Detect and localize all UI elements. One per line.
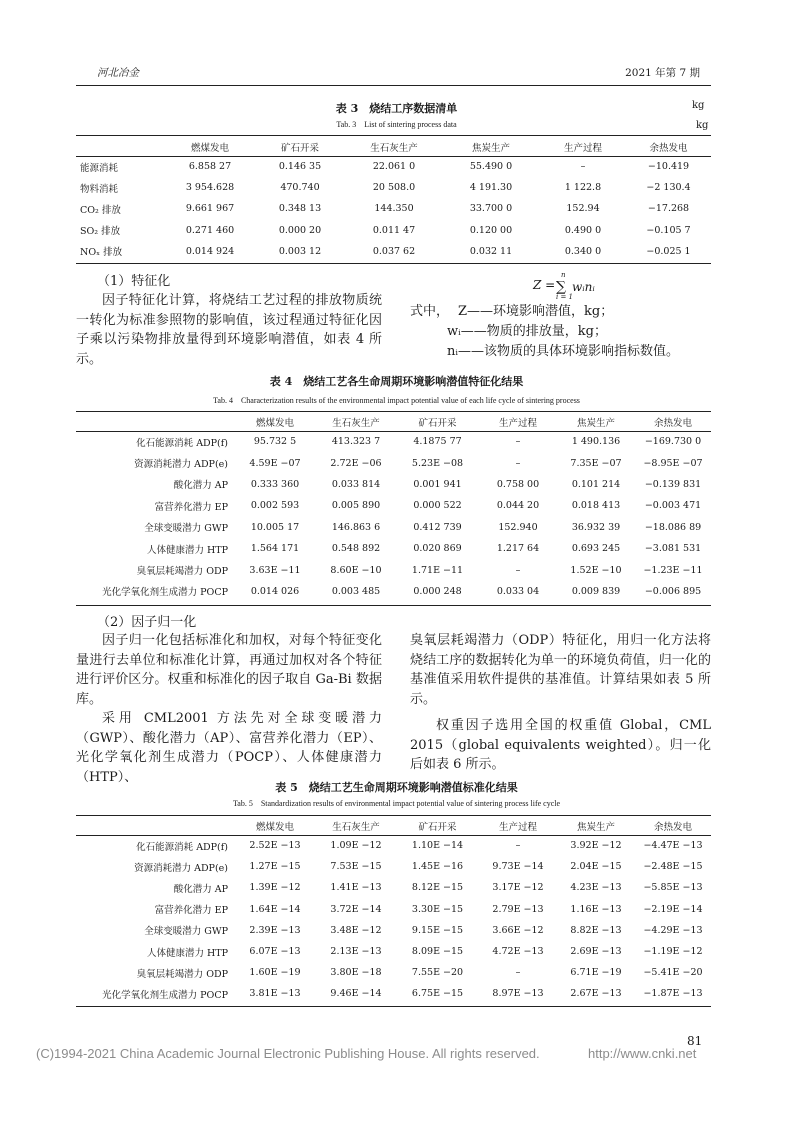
formula-sum-top: n: [561, 271, 566, 279]
table-row: [76, 474, 711, 495]
table-cell: 470.740: [280, 182, 320, 194]
formula-lhs: Z =: [533, 278, 556, 292]
sec2-left-p2: 采用 CML2001 方法先对全球变暖潜力（GWP）、酸化潜力（AP）、富营养化潜力（EP）、光化学氧化剂生成潜力（POCP）、人体健康潜力（HTP）、: [76, 711, 382, 785]
table-cell: 0.033 814: [331, 478, 381, 490]
issue-label: 2021 年第 7 期: [625, 67, 700, 79]
table-row: [76, 538, 711, 559]
row-label: CO₂ 排放: [80, 204, 121, 216]
table-cell: −18.086 89: [644, 521, 702, 533]
table-cell: −3.081 531: [644, 543, 702, 555]
table3-col-header: 矿石开采: [280, 142, 319, 154]
row-label: 人体健康潜力 HTP: [146, 544, 228, 556]
row-label: 能源消耗: [80, 162, 119, 174]
table-row: [76, 156, 711, 177]
table5-col-header: 生产过程: [498, 822, 537, 833]
table5-col-header: 燃煤发电: [255, 822, 294, 833]
table-cell: –: [515, 967, 521, 979]
row-label: 富营养化潜力 EP: [154, 501, 228, 513]
row-label: 光化学氧化剂生成潜力 POCP: [102, 989, 228, 1001]
row-label: 富营养化潜力 EP: [154, 905, 228, 917]
table-cell: 0.009 839: [571, 585, 621, 597]
table-cell: 1.16E −13: [570, 903, 622, 915]
table-cell: 4.59E −07: [249, 457, 301, 469]
table-cell: 1.64E −14: [249, 903, 301, 915]
table-cell: 0.020 869: [413, 543, 462, 555]
table-cell: 0.412 739: [413, 521, 462, 533]
table-cell: −4.47E −13: [643, 840, 703, 852]
table-cell: 2.13E −13: [330, 946, 382, 958]
row-label: 臭氧层耗竭潜力 ODP: [136, 566, 228, 578]
table-cell: 5.23E −08: [411, 457, 464, 469]
table-cell: 1.41E −13: [330, 882, 382, 894]
table-cell: 0.044 20: [496, 500, 540, 512]
table-row: [76, 877, 711, 898]
table-cell: 0.003 12: [278, 245, 322, 257]
table3-col-header: 余热发电: [649, 142, 688, 154]
table-cell: 7.55E −20: [411, 967, 464, 979]
table-row: [76, 177, 711, 198]
table-row: [76, 856, 711, 877]
table-cell: –: [580, 161, 586, 173]
table4-col-header: 生石灰生产: [332, 418, 380, 429]
table-cell: 22.061 0: [372, 161, 416, 173]
table-cell: 1.71E −11: [411, 564, 464, 576]
sec2-right-p1: 臭氧层耗竭潜力（ODP）特征化，用归一化方法将烧结工序的数据转化为单一的环境负荷值，归一化的基准值采用软件提供的基准值。计算结果如表 5 所示。: [410, 633, 711, 707]
table-cell: −0.105 7: [646, 224, 691, 236]
row-label: 光化学氧化剂生成潜力 POCP: [102, 587, 228, 599]
table-cell: 0.005 890: [331, 500, 381, 512]
table-cell: 0.101 214: [571, 478, 621, 490]
header-rule: [76, 85, 711, 86]
table-cell: 1.52E −10: [570, 564, 622, 576]
sec2-heading: （2）因子归一化: [97, 615, 197, 630]
table3-unit-en: kg: [696, 120, 709, 131]
table5-bottom-rule: [76, 1006, 711, 1007]
table-cell: 0.333 360: [250, 478, 300, 490]
table-cell: −0.006 895: [644, 585, 702, 597]
table-cell: 1.09E −12: [330, 840, 382, 852]
table4-top-rule: [76, 411, 711, 412]
table-cell: 0.000 20: [278, 224, 322, 236]
sec1-heading: （1）特征化: [97, 274, 171, 289]
table-cell: 2.67E −13: [570, 988, 622, 1000]
table-cell: 0.018 413: [571, 500, 621, 512]
row-label: NOₓ 排放: [80, 247, 123, 259]
table-row: [76, 198, 711, 219]
table-cell: 0.014 026: [250, 585, 300, 597]
table-cell: 1.564 171: [250, 543, 300, 555]
table5-title-en: Tab. 5 Standardization results of environmental impact potential value of sintering process life cycle: [232, 799, 561, 808]
row-label: 酸化潜力 AP: [173, 480, 228, 492]
table-cell: 0.000 248: [413, 585, 462, 597]
table-cell: −8.95E −07: [643, 457, 703, 469]
table-cell: −2.48E −15: [643, 861, 703, 873]
table-cell: −1.87E −13: [643, 988, 703, 1000]
table-cell: 0.120 00: [469, 224, 513, 236]
table-cell: 8.97E −13: [492, 988, 544, 1000]
footer-url[interactable]: http://www.cnki.net: [588, 1046, 697, 1061]
table-cell: 8.60E −10: [330, 564, 382, 576]
table-cell: −10.419: [647, 161, 690, 173]
sec1-body: 因子特征化计算，将烧结工艺过程的排放物质统一转化为标准参照物的影响值，该过程通过特征化因子乘以污染物排放量得到环境影响潜值，如表 4 所示。: [76, 293, 382, 367]
table-cell: 3.48E −12: [330, 924, 382, 936]
table-cell: 8.82E −13: [570, 924, 622, 936]
table-cell: 413.323 7: [331, 436, 381, 448]
table3-unit: kg: [692, 100, 705, 111]
sec2-right-p2: 权重因子选用全国的权重值 Global，CML 2015（global equivalents weighted）。归一化后如表 6 所示。: [410, 718, 711, 772]
row-label: 全球变暖潜力 GWP: [144, 523, 228, 535]
page-number: 81: [687, 1034, 703, 1048]
table4-col-header: 生产过程: [498, 418, 537, 429]
table-cell: 152.94: [566, 203, 600, 215]
table-cell: 20 508.0: [372, 182, 416, 194]
table3-col-header: 生产过程: [563, 142, 602, 154]
table-cell: 3.81E −13: [249, 988, 301, 1000]
table-cell: 1.39E −12: [249, 882, 301, 894]
table-cell: −4.29E −13: [643, 924, 703, 936]
row-label: 物料消耗: [80, 183, 119, 195]
table3-col-header: [76, 137, 166, 156]
table-cell: 1.217 64: [496, 543, 540, 555]
table4-col-header: [76, 413, 234, 431]
table-cell: 2.04E −15: [570, 861, 622, 873]
table-cell: 3.30E −15: [411, 903, 464, 915]
table-cell: 2.69E −13: [570, 946, 622, 958]
formula-def-intro: 式中，: [410, 304, 450, 319]
table3-top-rule: [76, 135, 711, 136]
formula-def-z: Z——环境影响潜值，kg；: [458, 304, 614, 319]
table-cell: 0.001 941: [413, 478, 462, 490]
table-cell: 0.490 0: [564, 224, 602, 236]
table-cell: 55.490 0: [469, 161, 513, 173]
table-row: [76, 220, 711, 241]
table-cell: −2 130.4: [646, 182, 691, 194]
row-label: 酸化潜力 AP: [173, 883, 228, 895]
table3: [76, 137, 711, 262]
row-label: SO₂ 排放: [80, 226, 121, 238]
journal-name: 河北冶金: [97, 67, 139, 79]
table-cell: 0.340 0: [564, 245, 602, 257]
table-cell: 4 191.30: [469, 182, 513, 194]
table-row: [76, 899, 711, 920]
table-cell: −5.41E −20: [643, 967, 703, 979]
table-cell: 9.46E −14: [330, 988, 382, 1000]
table5-col-header: 余热发电: [653, 822, 692, 833]
row-label: 化石能源消耗 ADP(f): [136, 841, 228, 853]
table-row: [76, 495, 711, 516]
table-row: [76, 581, 711, 602]
table-cell: 3.80E −18: [330, 967, 382, 979]
table-cell: 3.17E −12: [492, 882, 544, 894]
table4-col-header: 余热发电: [653, 418, 692, 429]
table-cell: 0.000 522: [413, 500, 462, 512]
table-cell: 0.014 924: [185, 245, 235, 257]
table3-bottom-rule: [76, 263, 711, 264]
table-cell: 0.037 62: [372, 245, 416, 257]
table-cell: 10.005 17: [250, 521, 300, 533]
table3-col-header: 燃煤发电: [190, 142, 229, 154]
table3-title-en: Tab. 3 List of sintering process data: [336, 120, 457, 129]
table-cell: 1.45E −16: [411, 861, 464, 873]
table-cell: 3.66E −12: [492, 924, 544, 936]
table-cell: 7.53E −15: [330, 861, 382, 873]
table-cell: 0.348 13: [278, 203, 322, 215]
table-cell: 8.09E −15: [411, 946, 464, 958]
table-cell: 4.72E −13: [492, 946, 544, 958]
table4-col-header: 燃煤发电: [255, 418, 294, 429]
table-cell: 0.002 593: [250, 500, 300, 512]
table4-title-en: Tab. 4 Characterization results of the environmental impact potential value of each life cycle of sintering process: [213, 396, 580, 405]
table5-col-header: 生石灰生产: [332, 822, 380, 833]
table-row: [76, 920, 711, 941]
table-cell: 0.033 04: [496, 585, 540, 597]
table-cell: 6.71E −19: [570, 967, 622, 979]
table-cell: 2.79E −13: [492, 903, 544, 915]
table-row: [76, 835, 711, 856]
table-cell: 1 122.8: [564, 182, 602, 194]
formula-def-w: wᵢ——物质的排放量，kg；: [447, 324, 607, 339]
table-cell: 9.661 967: [185, 203, 235, 215]
table-cell: −169.730 0: [644, 436, 702, 448]
table3-col-header: 焦炭生产: [471, 142, 510, 154]
table-cell: 0.032 11: [469, 245, 513, 257]
formula-sum-icon: ∑: [556, 279, 566, 295]
table-cell: 6.07E −13: [249, 946, 301, 958]
table4-col-header: 矿石开采: [418, 418, 457, 429]
table5-title: 表 5 烧结工艺生命周期环境影响潜值标准化结果: [275, 781, 518, 794]
table-cell: 95.732 5: [253, 436, 297, 448]
table-cell: 0.548 892: [331, 543, 381, 555]
table-cell: 0.693 245: [571, 543, 621, 555]
table-row: [76, 241, 711, 262]
sec2-left-p1: 因子归一化包括标准化和加权，对每个特征变化量进行去单位和标准化计算，再通过加权对各个特征进行评价区分。权重和标准化的因子取自 Ga-Bi 数据库。: [76, 633, 382, 707]
table-row: [76, 983, 711, 1004]
table-cell: −0.003 471: [644, 500, 702, 512]
table-cell: –: [515, 564, 521, 576]
table-cell: 9.15E −15: [411, 924, 464, 936]
table-cell: 2.52E −13: [249, 840, 301, 852]
row-label: 资源消耗潜力 ADP(e): [134, 862, 228, 874]
table-cell: 1.60E −19: [249, 967, 301, 979]
table-cell: −5.85E −13: [643, 882, 703, 894]
row-label: 资源消耗潜力 ADP(e): [134, 459, 228, 471]
table5: [76, 817, 711, 1005]
table-cell: 6.75E −15: [411, 988, 464, 1000]
formula-term: wᵢnᵢ: [572, 280, 595, 294]
table-cell: 144.350: [374, 203, 414, 215]
table-row: [76, 941, 711, 962]
table-cell: −2.19E −14: [643, 903, 703, 915]
table-cell: 4.1875 77: [413, 436, 462, 448]
table-cell: 1 490.136: [571, 436, 621, 448]
table-cell: 33.700 0: [469, 203, 513, 215]
table-cell: −17.268: [647, 203, 690, 215]
row-label: 人体健康潜力 HTP: [146, 947, 228, 959]
footer-copyright: (C)1994-2021 China Academic Journal Electronic Publishing House. All rights reserved.: [36, 1046, 540, 1061]
table5-col-header: 焦炭生产: [576, 822, 615, 833]
table-row: [76, 559, 711, 580]
table-cell: 2.39E −13: [249, 924, 301, 936]
table3-col-header: 生石灰生产: [370, 142, 418, 154]
table4-col-header: 焦炭生产: [576, 418, 615, 429]
table-cell: 1.27E −15: [249, 861, 301, 873]
table-row: [76, 517, 711, 538]
table-cell: 3.63E −11: [249, 564, 301, 576]
table-cell: –: [515, 436, 521, 448]
table-cell: 0.011 47: [372, 224, 416, 236]
table-row: [76, 962, 711, 983]
row-label: 化石能源消耗 ADP(f): [136, 437, 228, 449]
formula-sum-bottom: i = 1: [556, 293, 574, 301]
table-cell: 2.72E −06: [330, 457, 382, 469]
table-cell: 0.146 35: [278, 161, 322, 173]
table-cell: 6.858 27: [188, 161, 232, 173]
table-cell: −0.139 831: [644, 478, 702, 490]
table-cell: –: [515, 457, 521, 469]
row-label: 全球变暖潜力 GWP: [144, 926, 228, 938]
table-cell: −1.23E −11: [643, 564, 703, 576]
table-row: [76, 431, 711, 452]
table-cell: 146.863 6: [331, 521, 381, 533]
table-cell: 3.72E −14: [330, 903, 382, 915]
table4-bottom-rule: [76, 605, 711, 606]
table-cell: –: [515, 840, 521, 852]
table-cell: 1.10E −14: [411, 840, 464, 852]
formula-def-n: nᵢ——该物质的具体环境影响指标数值。: [447, 344, 679, 359]
table-cell: 4.23E −13: [570, 882, 622, 894]
row-label: 臭氧层耗竭潜力 ODP: [136, 968, 228, 980]
table-cell: 3 954.628: [185, 182, 235, 194]
table-cell: 3.92E −12: [570, 840, 622, 852]
table3-title: 表 3 烧结工序数据清单: [335, 102, 458, 115]
table-cell: −1.19E −12: [643, 946, 703, 958]
table-cell: −0.025 1: [646, 245, 691, 257]
table-cell: 8.12E −15: [411, 882, 464, 894]
table5-top-rule: [76, 815, 711, 816]
table-cell: 7.35E −07: [570, 457, 622, 469]
table-cell: 0.271 460: [185, 224, 235, 236]
table-cell: 36.932 39: [571, 521, 621, 533]
table4: [76, 413, 711, 602]
table5-col-header: [76, 817, 234, 835]
table-cell: 9.73E −14: [492, 861, 544, 873]
table-cell: 0.003 485: [331, 585, 381, 597]
table-cell: 152.940: [498, 521, 538, 533]
table4-title: 表 4 烧结工艺各生命周期环境影响潜值特征化结果: [269, 375, 524, 388]
table5-col-header: 矿石开采: [418, 822, 457, 833]
table-row: [76, 452, 711, 473]
table-cell: 0.758 00: [496, 478, 540, 490]
